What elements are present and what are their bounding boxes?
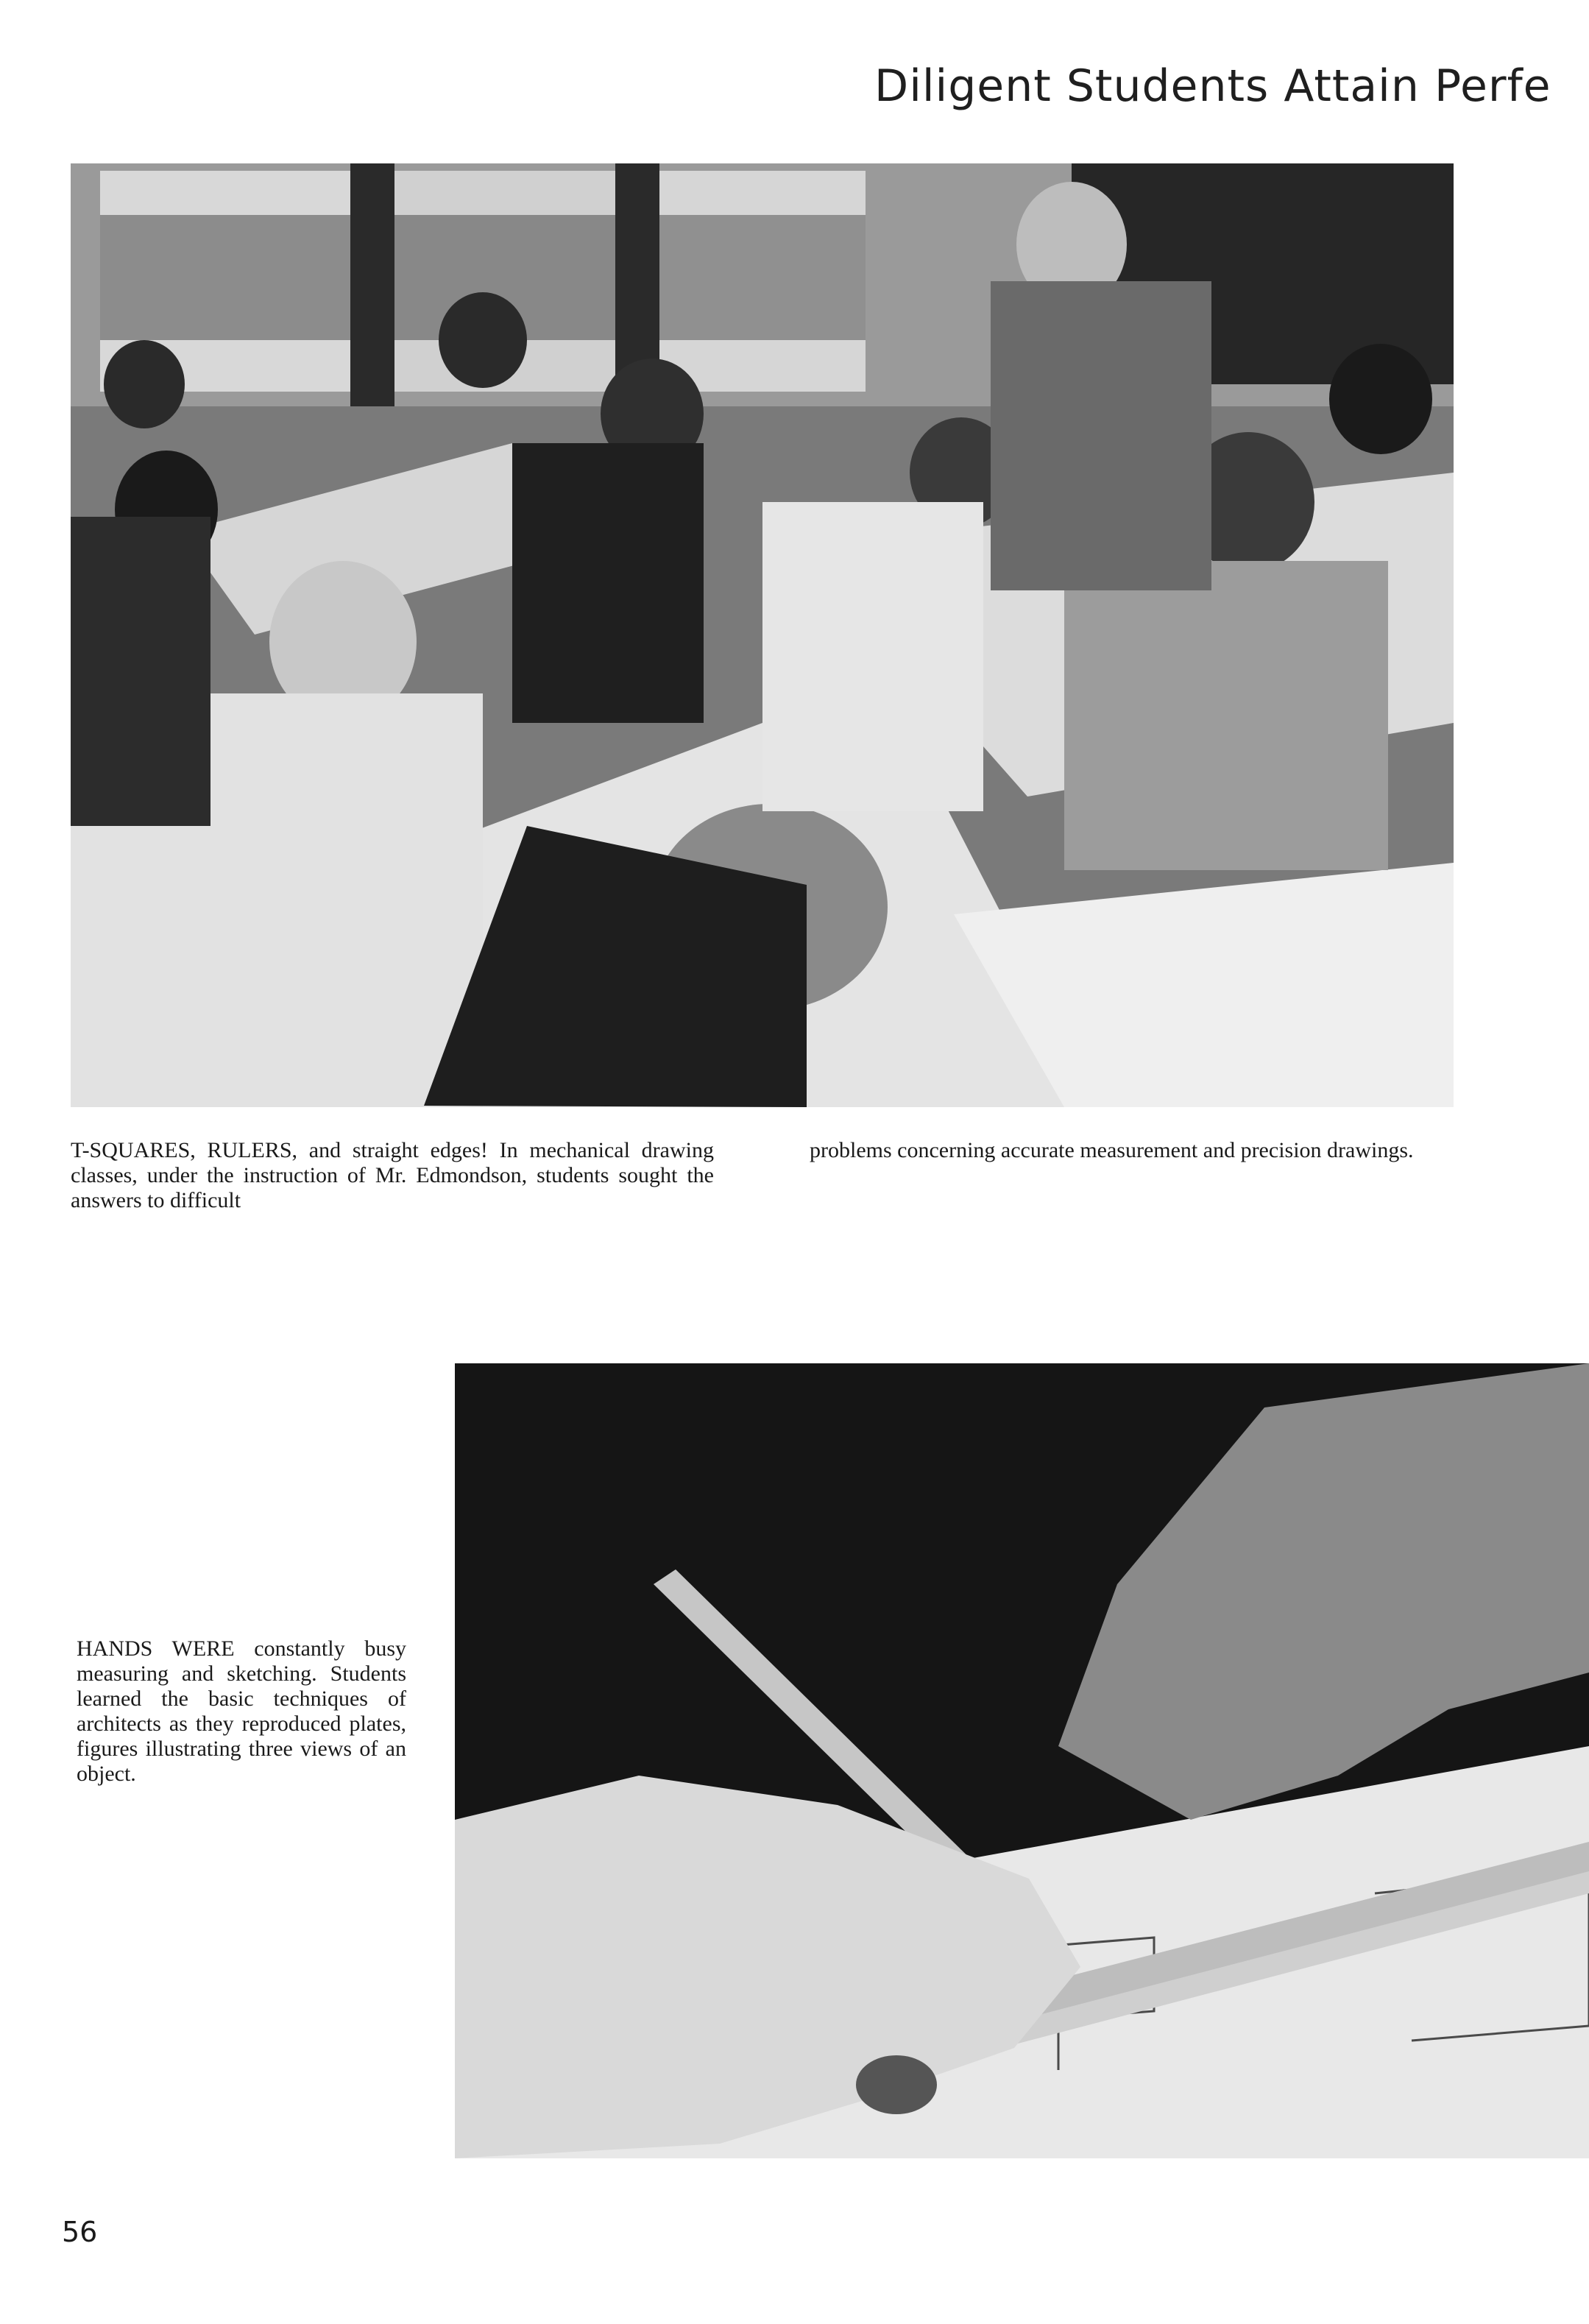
drafting-caption: HANDS WERE constantly busy measuring and sketching. Students learned the basic techniques of architects as they reproduced plates, figures illustrating three views of an object.	[77, 1636, 406, 1786]
classroom-photo	[71, 163, 1454, 1107]
classroom-caption-left: T-SQUARES, RULERS, and straight edges! In mechanical drawing classes, under the instruction of Mr. Edmondson, students sought the answers to difficult	[71, 1138, 714, 1212]
page-number: 56	[62, 2216, 98, 2248]
page-heading: Diligent Students Attain Perfe	[874, 60, 1551, 112]
classroom-caption-right: problems concerning accurate measurement and precision drawings.	[810, 1138, 1414, 1162]
drafting-hands-photo	[455, 1363, 1589, 2158]
